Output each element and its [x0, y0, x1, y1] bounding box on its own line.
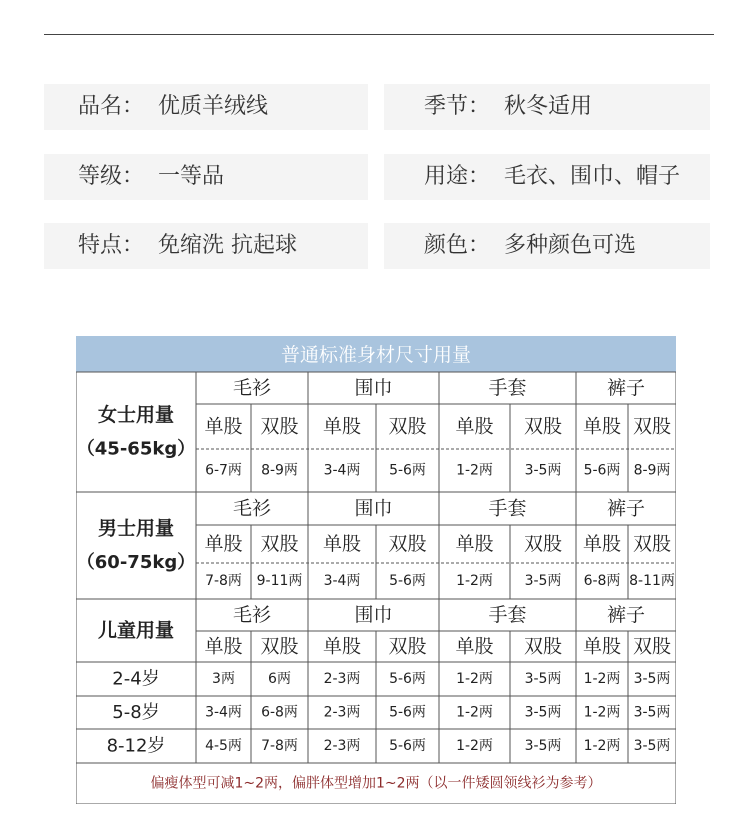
- usage-value-cell: 8-9两: [633, 462, 671, 479]
- season-label: 季节：: [424, 94, 491, 119]
- usage-value-cell: 6-7两: [205, 462, 242, 479]
- product-name-value: 优质羊绒线: [158, 94, 269, 119]
- strand-header: 双股: [632, 635, 672, 658]
- strand-header: 单股: [204, 533, 243, 555]
- size-adjust-note: 偏瘦体型可减1~2两，偏胖体型增加1~2两（以一件矮圆领线衫为参考）: [150, 775, 602, 792]
- usage-value-cell: 3-5两: [524, 671, 562, 687]
- usage-field: [384, 154, 710, 200]
- usage-value-cell: 2-3两: [323, 738, 361, 754]
- strand-header: 单股: [455, 533, 494, 555]
- usage-value-cell: 8-11两: [629, 573, 675, 589]
- usage-label: 用途：: [424, 164, 491, 189]
- strand-header: 单股: [204, 635, 243, 658]
- strand-header: 双股: [260, 415, 299, 438]
- strand-header: 双股: [523, 635, 563, 658]
- age-label: 5-8岁: [112, 702, 160, 723]
- usage-value-cell: 4-5两: [205, 738, 242, 754]
- usage-value-cell: 7-8两: [261, 738, 298, 754]
- strand-header: 单股: [322, 415, 362, 438]
- table-title: 普通标准身材尺寸用量: [280, 344, 472, 366]
- usage-value-cell: 3-5两: [633, 671, 671, 687]
- usage-value-cell: 1-2两: [456, 462, 493, 479]
- usage-value-cell: 2-3两: [323, 704, 361, 721]
- garment-header: 手套: [488, 604, 527, 626]
- strand-header: 双股: [260, 533, 299, 555]
- strand-header: 双股: [632, 533, 672, 555]
- usage-value-cell: 5-6两: [389, 671, 426, 687]
- garment-header: 围巾: [354, 604, 393, 626]
- feature-field: [44, 223, 368, 269]
- usage-value-cell: 5-6两: [583, 462, 621, 479]
- feature-label: 特点：: [78, 233, 145, 258]
- product-name-field: [44, 84, 368, 130]
- strand-header: 双股: [632, 415, 672, 438]
- strand-header: 单股: [582, 635, 622, 658]
- usage-value-cell: 9-11两: [256, 573, 303, 589]
- usage-value-cell: 2-3两: [323, 671, 361, 687]
- age-label: 8-12岁: [106, 735, 166, 757]
- strand-header: 单股: [204, 415, 243, 438]
- row-group-label: 男士用量: [97, 517, 175, 540]
- grade-field: [44, 154, 368, 200]
- strand-header: 单股: [582, 415, 622, 438]
- usage-value-cell: 3-4两: [323, 462, 361, 479]
- garment-header: 裤子: [606, 604, 646, 626]
- color-value: 多种颜色可选: [504, 233, 637, 258]
- top-divider: [44, 34, 714, 35]
- strand-header: 单股: [322, 533, 362, 555]
- garment-header: 围巾: [354, 497, 393, 520]
- usage-value-cell: 1-2两: [583, 704, 621, 721]
- usage-value-cell: 7-8两: [205, 573, 242, 589]
- yarn-usage-table: [76, 336, 676, 804]
- usage-value-cell: 3-4两: [323, 573, 361, 589]
- usage-value-cell: 1-2两: [456, 573, 493, 589]
- strand-header: 双股: [388, 635, 427, 658]
- grade-value: 一等品: [158, 164, 225, 189]
- garment-header: 手套: [488, 497, 527, 520]
- color-label: 颜色：: [424, 233, 491, 258]
- garment-header: 围巾: [354, 377, 393, 399]
- age-label: 2-4岁: [112, 668, 160, 690]
- strand-header: 单股: [455, 635, 494, 658]
- row-group-label: 儿童用量: [97, 619, 175, 642]
- usage-value-cell: 3-5两: [633, 704, 671, 721]
- usage-value-cell: 1-2两: [583, 671, 621, 687]
- usage-value-cell: 8-9两: [261, 462, 298, 479]
- usage-value-cell: 1-2两: [456, 671, 493, 687]
- feature-value: 免缩洗 抗起球: [158, 233, 298, 258]
- grade-label: 等级：: [78, 164, 145, 189]
- color-field: [384, 223, 710, 269]
- usage-value-cell: 5-6两: [389, 704, 426, 721]
- usage-value-cell: 1-2两: [456, 738, 493, 754]
- usage-value-cell: 5-6两: [389, 738, 426, 754]
- strand-header: 单股: [582, 533, 622, 555]
- usage-value-cell: 3-5两: [633, 738, 671, 754]
- garment-header: 裤子: [606, 377, 646, 399]
- usage-value-cell: 3-4两: [205, 704, 242, 721]
- usage-value-cell: 3-5两: [524, 704, 562, 721]
- usage-value: 毛衣、围巾、帽子: [504, 164, 681, 189]
- garment-header: 裤子: [606, 497, 646, 520]
- strand-header: 双股: [523, 415, 563, 438]
- strand-header: 单股: [455, 415, 494, 438]
- row-group-label: 女士用量: [97, 404, 175, 426]
- strand-header: 双股: [388, 533, 427, 555]
- row-group-weight: （60-75kg）: [76, 552, 196, 573]
- product-name-label: 品名：: [78, 94, 145, 119]
- usage-value-cell: 1-2两: [583, 738, 621, 754]
- row-group-weight: （45-65kg）: [76, 438, 196, 460]
- usage-value-cell: 5-6两: [389, 573, 426, 589]
- strand-header: 双股: [523, 533, 563, 555]
- usage-value-cell: 3两: [212, 671, 235, 687]
- usage-value-cell: 6-8两: [583, 573, 621, 589]
- garment-header: 毛衫: [232, 497, 272, 520]
- usage-value-cell: 6两: [268, 671, 291, 687]
- garment-header: 毛衫: [232, 604, 272, 626]
- garment-header: 毛衫: [232, 377, 272, 399]
- usage-value-cell: 3-5两: [524, 462, 562, 479]
- usage-value-cell: 1-2两: [456, 704, 493, 721]
- strand-header: 双股: [388, 415, 427, 438]
- usage-value-cell: 3-5两: [524, 573, 562, 589]
- season-field: [384, 84, 710, 130]
- strand-header: 单股: [322, 635, 362, 658]
- garment-header: 手套: [488, 377, 527, 399]
- usage-value-cell: 5-6两: [389, 462, 426, 479]
- usage-value-cell: 6-8两: [261, 704, 298, 721]
- season-value: 秋冬适用: [504, 94, 593, 119]
- usage-value-cell: 3-5两: [524, 738, 562, 754]
- strand-header: 双股: [260, 635, 299, 658]
